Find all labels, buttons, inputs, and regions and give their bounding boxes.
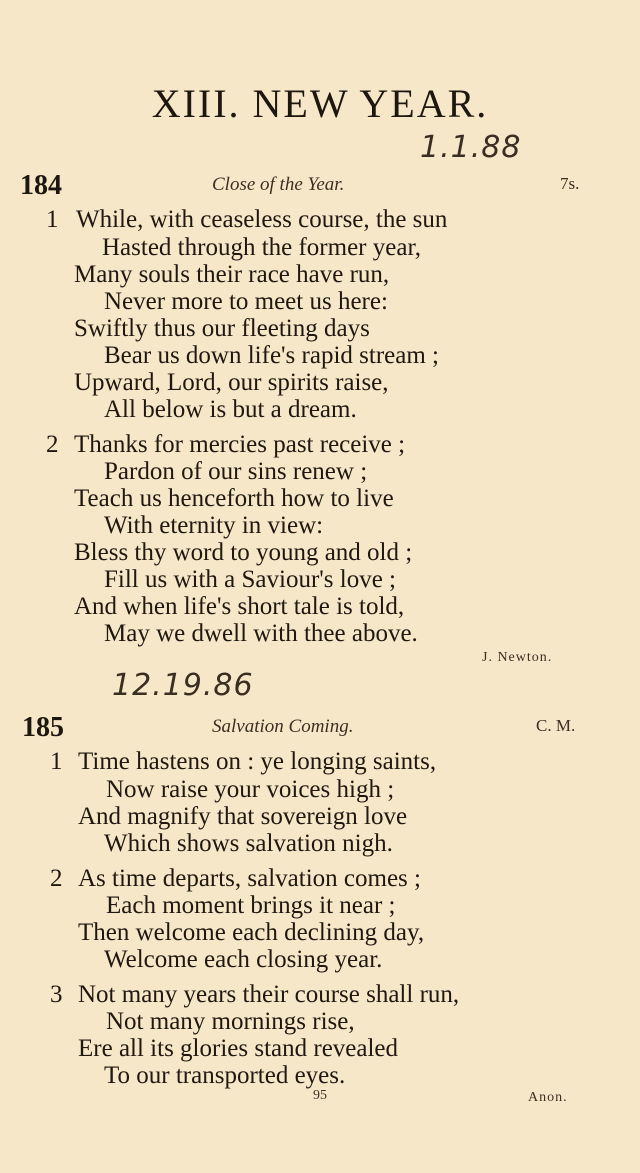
hymn-line: Now raise your voices high ; xyxy=(106,776,395,803)
hymn-line: While, with ceaseless course, the sun xyxy=(76,206,448,233)
hymn-line: And when life's short tale is told, xyxy=(74,593,405,620)
hymn-line: Swiftly thus our fleeting days xyxy=(74,315,370,342)
hymn-line: And magnify that sovereign love xyxy=(78,803,408,830)
hymn-line: To our transported eyes. xyxy=(104,1062,346,1089)
hymn-line: Pardon of our sins renew ; xyxy=(104,458,368,485)
page-number: 95 xyxy=(313,1088,327,1103)
hymn-line: Many souls their race have run, xyxy=(74,261,390,288)
hymn-184-title: Close of the Year. xyxy=(212,174,345,195)
hymn-185-number: 185 xyxy=(22,712,64,743)
hymn-line: Welcome each closing year. xyxy=(104,946,383,973)
hymn-line: Time hastens on : ye longing saints, xyxy=(78,748,437,775)
hymn-185-author: Anon. xyxy=(528,1090,568,1105)
hymn-184-author: J. Newton. xyxy=(482,650,553,665)
handwritten-note-top: 1.1.88 xyxy=(420,130,522,165)
hymn-line: Not many years their course shall run, xyxy=(78,981,460,1008)
hymn-line: Upward, Lord, our spirits raise, xyxy=(74,369,389,396)
hymn-line: Not many mornings rise, xyxy=(106,1008,355,1035)
hymn-line: Never more to meet us here: xyxy=(104,288,388,315)
hymn-line: All below is but a dream. xyxy=(104,396,357,423)
section-title: XIII. NEW YEAR. xyxy=(151,81,489,126)
stanza-number: 1 xyxy=(46,206,59,233)
hymn-line: Teach us henceforth how to live xyxy=(74,485,394,512)
stanza-number: 2 xyxy=(50,865,63,892)
hymn-line: Fill us with a Saviour's love ; xyxy=(104,566,397,593)
hymn-line: Then welcome each declining day, xyxy=(78,919,425,946)
hymn-line: Bless thy word to young and old ; xyxy=(74,539,413,566)
hymn-line: Hasted through the former year, xyxy=(102,234,422,261)
hymn-line: Bear us down life's rapid stream ; xyxy=(104,342,439,369)
hymn-line: Ere all its glories stand revealed xyxy=(78,1035,399,1062)
hymn-line: Thanks for mercies past receive ; xyxy=(74,431,406,458)
hymn-line: Each moment brings it near ; xyxy=(106,892,396,919)
hymn-184-number: 184 xyxy=(20,170,62,201)
hymn-line: As time departs, salvation comes ; xyxy=(78,865,421,892)
hymn-185-title: Salvation Coming. xyxy=(212,716,354,737)
handwritten-note-mid: 12.19.86 xyxy=(112,668,254,703)
stanza-number: 1 xyxy=(50,748,63,775)
stanza-number: 3 xyxy=(50,981,63,1008)
stanza-number: 2 xyxy=(46,431,59,458)
hymn-line: With eternity in view: xyxy=(104,512,324,539)
hymn-184-meter: 7s. xyxy=(560,174,580,193)
hymn-line: Which shows salvation nigh. xyxy=(104,830,393,857)
hymn-line: May we dwell with thee above. xyxy=(104,620,418,647)
hymn-185-meter: C. M. xyxy=(536,716,576,735)
